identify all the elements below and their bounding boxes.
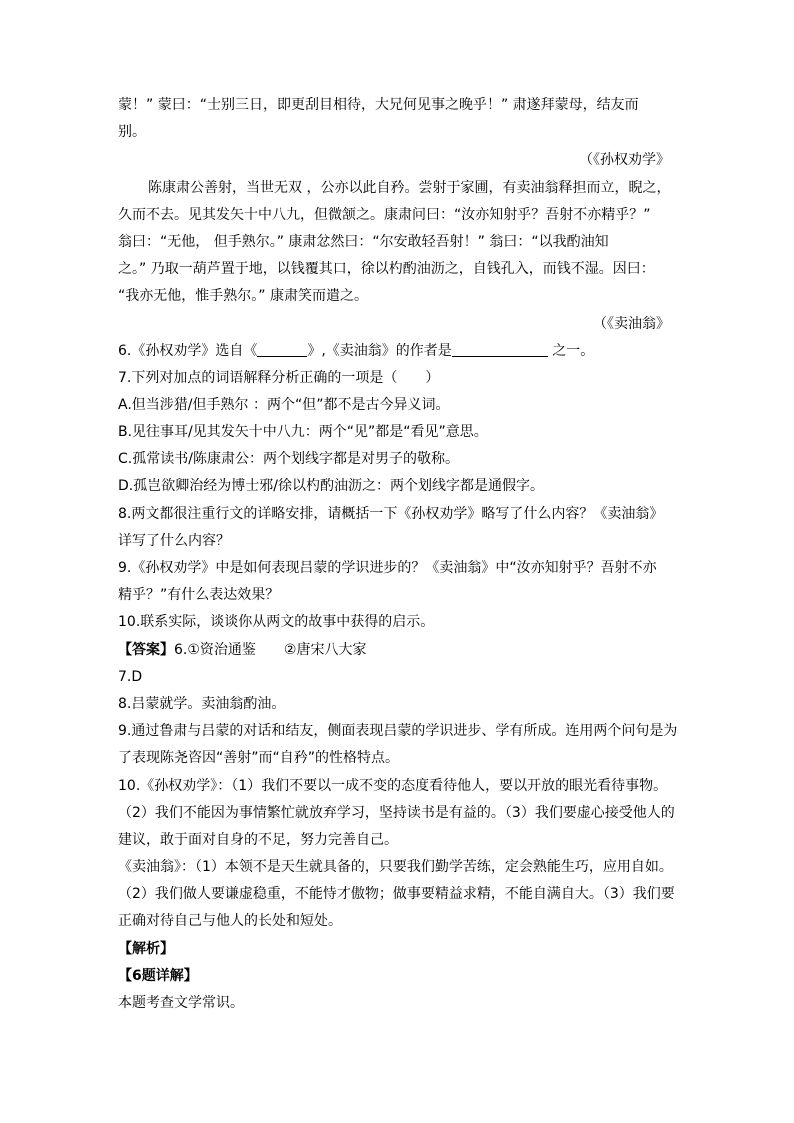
source-citation: （《卖油翁》 [593,316,670,332]
question-6-part-c: 之一。 [547,343,595,359]
answer-label: 【答案】 [118,642,174,658]
source-citation: （《孙权劝学》 [579,152,670,168]
passage-line: 蒙！” 蒙曰：“士别三日，即更刮目相待，大兄何见事之晚乎！” 肃遂拜蒙母，结友而 [118,97,639,113]
question-6-part-a: 6.《孙权劝学》选自《 [118,343,258,359]
analysis-q6-label: 【6题详解】 [118,968,198,984]
passage-line: “我亦无他，惟手熟尔。” 康肃笑而遣之。 [118,288,368,304]
question-10: 10.联系实际，谈谈你从两文的故事中获得的启示。 [118,614,435,630]
question-8-cont: 详写了什么内容？ [118,533,230,549]
answer-blank[interactable] [257,342,307,357]
option-a: A.但当涉猎/但手熟尔 ：两个“但”都不是古今异义词。 [118,397,450,413]
question-9-cont: 精乎？”有什么表达效果？ [118,587,280,603]
answer-9: 9.通过鲁肃与吕蒙的对话和结友，侧面表现吕蒙的学识进步、学有所成。连用两个问句是为 [118,723,678,739]
question-6 [118,341,678,361]
answer-10-cont: （2）我们不能因为事情繁忙就放弃学习，坚持读书是有益的。（3）我们要虚心接受他人的 [118,805,675,821]
analysis-q6-text: 本题考查文学常识。 [118,995,244,1011]
passage-line: 别。 [118,124,146,140]
answer-10-cont: 《卖油翁》：（1）本领不是天生就具备的，只要我们勤学苦练，定会熟能生巧，应用自如。 [118,859,673,875]
answer-blank[interactable] [452,342,548,357]
answer-9-cont: 了表现陈尧咨因“善射”而“自矜”的性格特点。 [118,750,400,766]
question-9: 9.《孙权劝学》中是如何表现吕蒙的学识进步的？《卖油翁》中“汝亦知射乎？吾射不亦 [118,560,657,576]
option-d: D.孤岂欲卿治经为博士邪/徐以杓酌油沥之：两个划线字都是通假字。 [118,478,544,494]
option-c: C.孤常读书/陈康肃公：两个划线字都是对男子的敬称。 [118,451,459,467]
answer-6-text: 6.①资治通鉴 ②唐宋八大家 [174,642,367,658]
answer-8: 8.吕蒙就学。卖油翁酌油。 [118,696,286,712]
question-7: 7.下列对加点的词语解释分析正确的一项是（ ） [118,370,440,386]
passage-line: 翁曰：“无他， 但手熟尔。” 康肃忿然曰：“尔安敢轻吾射！” 翁曰：“以我酌油知 [118,234,609,250]
question-8: 8.两文都很注重行文的详略安排，请概括一下《孙权劝学》略写了什么内容？《卖油翁》 [118,506,664,522]
passage-line: 陈康肃公善射，当世无双 ，公亦以此自矜。尝射于家圃，有卖油翁释担而立，睨之， [148,180,671,196]
answer-10: 10.《孙权劝学》：（1）我们不要以一成不变的态度看待他人，要以开放的眼光看待事物。 [118,778,668,794]
answer-7: 7.D [118,669,143,685]
question-6-part-b: 》,《卖油翁》的作者是 [307,343,452,359]
answer-10-cont: 正确对待自己与他人的长处和短处。 [118,913,342,929]
answer-10-cont: （2）我们做人要谦虚稳重，不能恃才傲物；做事要精益求精，不能自满自大。（3）我们要 [118,886,675,902]
answer-10-cont: 建议，敢于面对自身的不足，努力完善自己。 [118,832,398,848]
passage-line: 久而不去。见其发矢十中八九，但微颔之。康肃问曰：“汝亦知射乎？吾射不亦精乎？” [118,207,651,223]
answer-6 [118,640,678,660]
option-b: B.见往事耳/见其发矢十中八九：两个“见”都是“看见”意思。 [118,424,488,440]
analysis-label: 【解析】 [118,941,174,957]
passage-line: 之。” 乃取一葫芦置于地，以钱覆其口，徐以杓酌油沥之，自钱孔入，而钱不湿。因曰： [118,261,655,277]
